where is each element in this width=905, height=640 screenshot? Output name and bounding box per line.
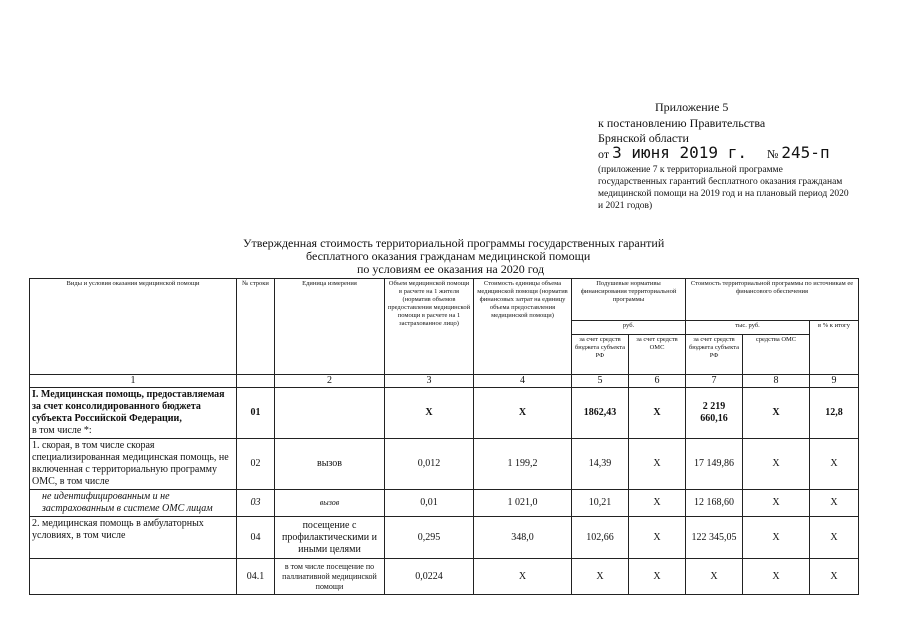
row-pc-budget: Х [572, 559, 629, 595]
row-cost: Х [474, 388, 572, 439]
row-unit: вызов [275, 490, 385, 517]
header-cell: средства ОМС [743, 335, 810, 375]
title-line: Утвержденная стоимость территориальной программы государственных гарантий [243, 236, 665, 250]
date-number-line [598, 143, 830, 162]
title-line: по условиям ее оказания на 2020 год [357, 262, 545, 276]
table-row [30, 388, 859, 439]
header-cell: за счет средств бюджета субъекта РФ [572, 335, 629, 375]
column-number: 8 [743, 375, 810, 388]
cost-table [29, 278, 859, 595]
column-number: 6 [629, 375, 686, 388]
row-name: 2. медицинская помощь в амбулаторных условиях, в том числе [30, 517, 237, 559]
header-cell: Стоимость единицы объема медицинской помощи (норматив финансовых затрат на единицу объема предоставления медицинской помощи) [474, 279, 572, 375]
header-cell: Объем медицинской помощи в расчете на 1 жителя (норматив объемов предоставления медицинской помощи в расчете на 1 застрахованное лицо) [385, 279, 474, 375]
note-line: и 2021 годов) [598, 201, 653, 211]
header-cell: за счет средств ОМС [629, 335, 686, 375]
row-volume: 0,01 [385, 490, 474, 517]
header-cell: в % к итогу [810, 321, 859, 375]
row-pc-oms: Х [629, 517, 686, 559]
table-row [30, 517, 859, 559]
row-pc-budget: 10,21 [572, 490, 629, 517]
row-pct: 12,8 [810, 388, 859, 439]
number-value: 245-п [781, 143, 830, 162]
row-tot-oms: Х [743, 439, 810, 490]
row-unit: посещение с профилактическими и иными целями [275, 517, 385, 559]
column-number: 7 [686, 375, 743, 388]
row-tot-budget: 12 168,60 [686, 490, 743, 517]
row-name [30, 559, 237, 595]
row-pc-budget: 102,66 [572, 517, 629, 559]
note-line: медицинской помощи на 2019 год и на плановый период 2020 [598, 189, 849, 199]
header-cell: Виды и условия оказания медицинской помощи [30, 279, 237, 375]
row-pct: Х [810, 490, 859, 517]
table-row [30, 439, 859, 490]
row-tot-budget: 122 345,05 [686, 517, 743, 559]
header-cell: за счет средств бюджета субъекта РФ [686, 335, 743, 375]
row-pct: Х [810, 517, 859, 559]
row-pc-oms: Х [629, 388, 686, 439]
row-line: 03 [237, 490, 275, 517]
row-name-suffix: в том числе *: [32, 425, 92, 436]
row-volume: 0,012 [385, 439, 474, 490]
number-prefix: № [766, 147, 779, 161]
row-line: 04.1 [237, 559, 275, 595]
row-name: 1. скорая, в том числе скорая специализированная медицинская помощь, не включенная с территориальную программу ОМС, в том числе [30, 439, 237, 490]
row-tot-budget: 17 149,86 [686, 439, 743, 490]
row-tot-oms: Х [743, 388, 810, 439]
header-cell: Единица измерения [275, 279, 385, 375]
header-cell: руб. [572, 321, 686, 335]
region-line: Брянской области [598, 131, 689, 145]
row-pct: Х [810, 559, 859, 595]
row-pc-oms: Х [629, 490, 686, 517]
date-value: 3 июня 2019 г. [612, 143, 747, 162]
row-tot-budget: Х [686, 559, 743, 595]
note-line: государственных гарантий бесплатного оказания гражданам [598, 177, 843, 187]
row-cost: 1 199,2 [474, 439, 572, 490]
row-pc-oms: Х [629, 439, 686, 490]
appendix-note [598, 164, 849, 212]
column-number [237, 375, 275, 388]
column-number: 9 [810, 375, 859, 388]
row-cost: 1 021,0 [474, 490, 572, 517]
row-tot-budget: 2 219 660,16 [686, 388, 743, 439]
row-name-text: I. Медицинская помощь, предоставляемая за счет консолидированного бюджета субъекта Российской Федерации, [32, 389, 225, 424]
row-unit: в том числе посещение по паллиативной медицинской помощи [275, 559, 385, 595]
note-line: (приложение 7 к территориальной программе [598, 165, 783, 175]
table-row [30, 559, 859, 595]
row-line: 01 [237, 388, 275, 439]
row-pc-budget: 1862,43 [572, 388, 629, 439]
row-name: не идентифицированным и не застрахованным в системе ОМС лицам [30, 490, 237, 517]
title-line: бесплатного оказания гражданам медицинской помощи [306, 249, 591, 263]
header-cell: Стоимость территориальной программы по источникам ее финансового обеспечения [686, 279, 859, 321]
column-number: 1 [30, 375, 237, 388]
table-row [30, 490, 859, 517]
column-number: 2 [275, 375, 385, 388]
row-volume: Х [385, 388, 474, 439]
column-number: 3 [385, 375, 474, 388]
row-line: 02 [237, 439, 275, 490]
row-cost: Х [474, 559, 572, 595]
row-unit: вызов [275, 439, 385, 490]
column-number: 5 [572, 375, 629, 388]
header-cell: Подушевые нормативы финансирования территориальной программы [572, 279, 686, 321]
row-volume: 0,0224 [385, 559, 474, 595]
header-cell: тыс. руб. [686, 321, 810, 335]
date-prefix: от [598, 147, 610, 161]
appendix-title: Приложение 5 [655, 100, 729, 114]
row-name [30, 388, 237, 439]
row-pc-oms: Х [629, 559, 686, 595]
row-tot-oms: Х [743, 490, 810, 517]
row-tot-oms: Х [743, 517, 810, 559]
row-unit [275, 388, 385, 439]
row-cost: 348,0 [474, 517, 572, 559]
row-pct: Х [810, 439, 859, 490]
column-number: 4 [474, 375, 572, 388]
row-volume: 0,295 [385, 517, 474, 559]
resolution-line: к постановлению Правительства [598, 116, 766, 130]
row-line: 04 [237, 517, 275, 559]
row-tot-oms: Х [743, 559, 810, 595]
header-cell: № строки [237, 279, 275, 375]
row-pc-budget: 14,39 [572, 439, 629, 490]
